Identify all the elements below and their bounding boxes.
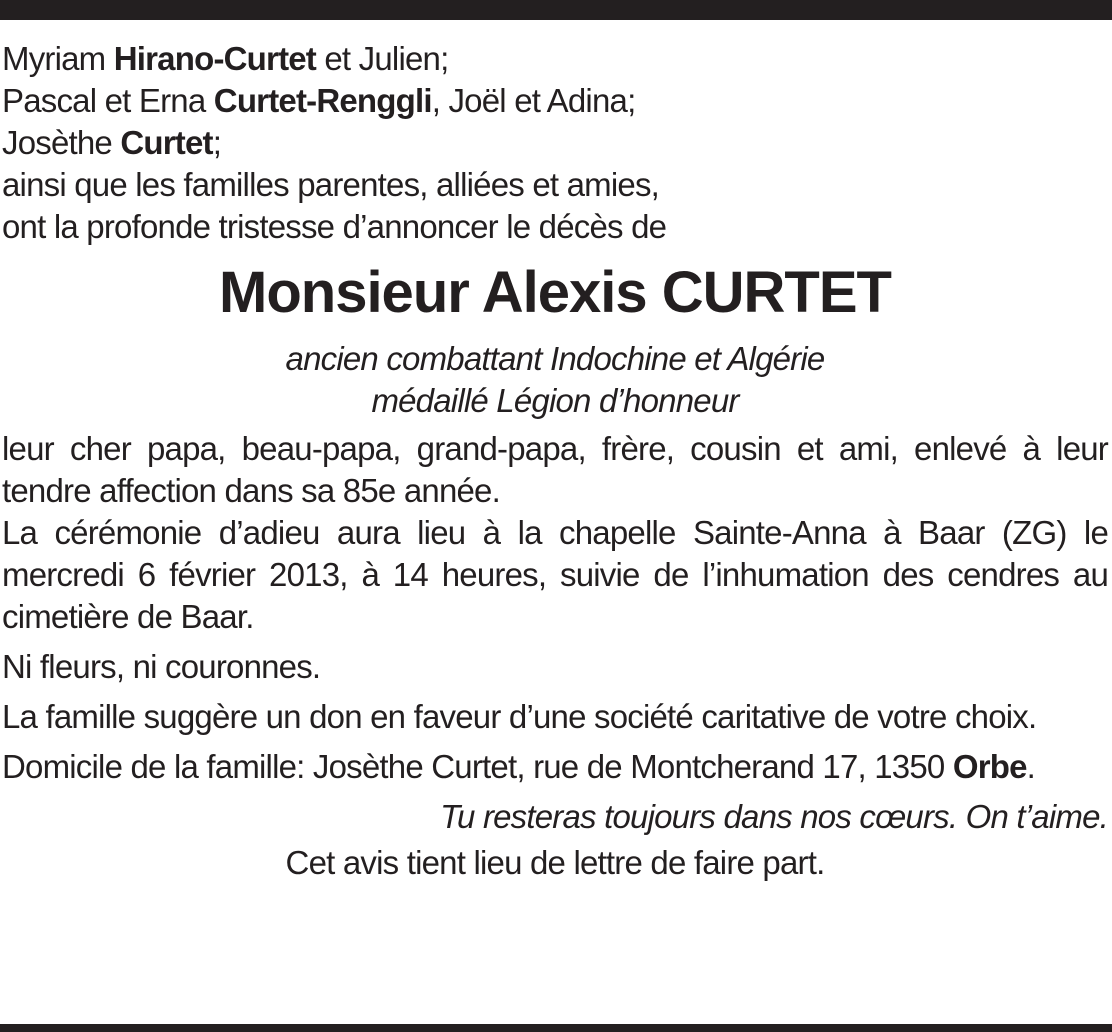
domicile-city: Orbe [952,748,1027,785]
title-line-1: ancien combattant Indochine et Algérie [285,340,825,377]
family-surname: Curtet-Renggli [213,82,432,119]
intro-line-1: ainsi que les familles parentes, alliées et amies, [2,166,660,203]
body-paragraph-2: La cérémonie d’adieu aura lieu à la chapelle Sainte-Anna à Baar (ZG) le mercredi 6 février 2013, à 14 heures, suivie de l’inhumation des cendres au cimetière de Baar. [2,514,1108,635]
top-rule [0,0,1112,20]
deceased-name: Monsieur Alexis CURTET [219,260,891,325]
title-line-2: médaillé Légion d’honneur [371,382,739,419]
flowers-note: Ni fleurs, ni couronnes. [2,648,321,685]
family-line-1: Myriam Hirano-Curtet et Julien; [2,40,449,77]
closing-notice: Cet avis tient lieu de lettre de faire part. [285,844,825,881]
family-surname: Curtet [120,124,213,161]
family-line-2: Pascal et Erna Curtet-Renggli, Joël et Adina; [2,82,636,119]
body-paragraph-1: leur cher papa, beau-papa, grand-papa, frère, cousin et ami, enlevé à leur tendre affection dans sa 85e année. [2,430,1108,509]
intro-line-2: ont la profonde tristesse d’annoncer le décès de [2,208,667,245]
donation-note: La famille suggère un don en faveur d’une société caritative de votre choix. [2,698,1037,735]
family-surname: Hirano-Curtet [113,40,316,77]
family-line-3: Josèthe Curtet; [2,124,222,161]
bottom-rule [0,1024,1112,1032]
farewell-quote: Tu resteras toujours dans nos cœurs. On t’aime. [440,798,1108,835]
obituary-notice [2,38,1108,884]
domicile-note: Domicile de la famille: Josèthe Curtet, rue de Montcherand 17, 1350 Orbe. [2,748,1036,785]
